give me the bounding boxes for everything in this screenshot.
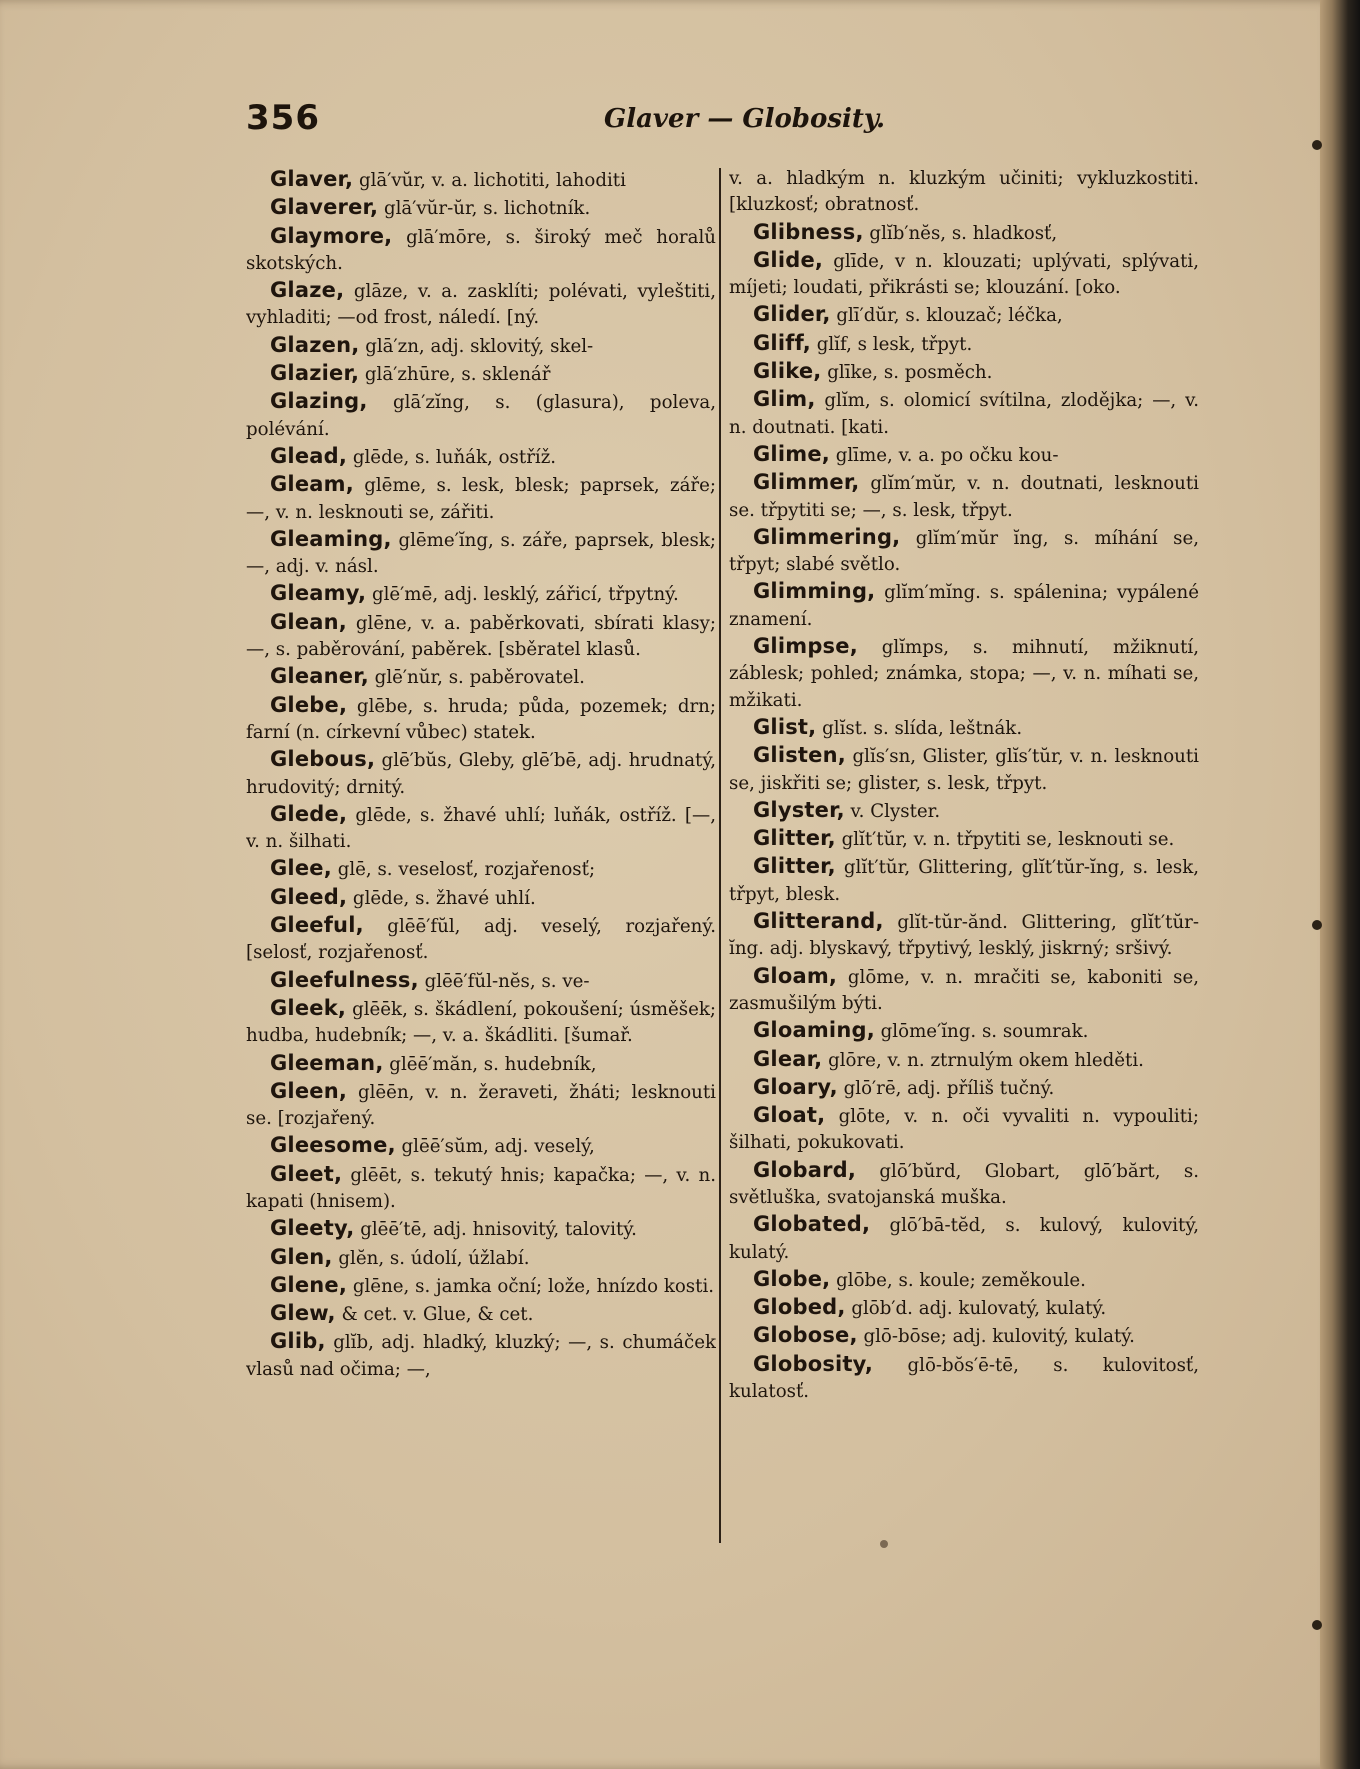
binding-mark [1312, 920, 1322, 930]
dictionary-entry [246, 388, 716, 443]
entry-definition: glēde, s. žhavé uhlí; luňák, ostříž. [—, v. n. šilhati. [246, 804, 716, 853]
entry-headword: Gleen, [270, 1078, 348, 1103]
entry-definition: glā′mōre, s. široký meč horalů skotských. [246, 226, 716, 274]
entry-headword: Glider, [753, 302, 831, 327]
running-head: Glaver — Globosity. [604, 104, 886, 134]
entry-headword: Glike, [753, 359, 822, 384]
dictionary-entry [246, 1050, 716, 1078]
entry-headword: Gleek, [270, 995, 347, 1020]
entry-definition: glēē′măn, s. hudebník, [383, 1053, 597, 1075]
entry-definition: v. a. hladkým n. kluzkým učiniti; vykluzkostiti. [kluzkosť; obratnosť. [729, 168, 1199, 216]
entry-headword: Gleed, [270, 884, 348, 909]
entry-definition: glēē′sŭm, adj. veselý, [395, 1136, 595, 1158]
entry-definition: glī′dŭr, s. klouzač; léčka, [830, 305, 1063, 327]
dictionary-entry [729, 1157, 1199, 1212]
dictionary-entry [729, 853, 1199, 908]
entry-definition: glēde, s. žhavé uhlí. [347, 887, 536, 909]
entry-headword: Glisten, [753, 743, 846, 768]
dictionary-entry [246, 223, 716, 278]
entry-definition: glō-bŏs′ē-tē, s. kulovitosť, kulatosť. [729, 1354, 1199, 1403]
dictionary-entry [246, 855, 716, 883]
page-number: 356 [246, 98, 320, 138]
entry-definition: glē′nŭr, s. paběrovatel. [368, 667, 585, 689]
entry-definition: glēme, s. lesk, blesk; paprsek, záře; —, v. n. lesknouti se, zářiti. [246, 475, 716, 523]
entry-definition: glĭm′mŭr ĭng, s. míhání se, třpyt; slabé světlo. [729, 527, 1199, 576]
entry-headword: Globosity, [753, 1351, 874, 1376]
dictionary-entry [729, 301, 1199, 329]
entry-definition: glīke, s. posměch. [821, 362, 993, 384]
entry-definition: glēē′tē, adj. hnisovitý, talovitý. [354, 1219, 637, 1241]
dictionary-entry [246, 1328, 716, 1383]
entry-headword: Gleamy, [270, 581, 367, 606]
entry-headword: Gleam, [270, 472, 354, 497]
dictionary-entry [246, 1215, 716, 1243]
dictionary-entry [729, 797, 1199, 825]
entry-headword: Glene, [270, 1272, 348, 1297]
entry-headword: Glead, [270, 443, 348, 468]
entry-headword: Glitter, [753, 854, 836, 879]
entry-definition: glēēt, s. tekutý hnis; kapačka; —, v. n. kapati (hnisem). [246, 1164, 716, 1212]
dictionary-entry [246, 609, 716, 664]
entry-definition: glēē′fŭl-nĕs, s. ve- [418, 970, 590, 992]
dictionary-entry [246, 1244, 716, 1272]
dictionary-entry [246, 277, 716, 332]
entry-definition: glē, s. veselosť, rozjařenosť; [331, 859, 596, 881]
entry-definition: glĭt′tŭr, v. n. třpytiti se, lesknouti se. [835, 829, 1175, 851]
entry-definition: glĭs′sn, Glister, glĭs′tŭr, v. n. lesknouti se, jiskřiti se; glister, s. lesk, třpyt. [729, 746, 1199, 794]
entry-definition: glāze, v. a. zasklíti; polévati, vyleštiti, vyhladiti; —od frost, náledí. [ný. [246, 281, 716, 329]
entry-definition: glĭm′mĭng. s. spálenina; vypálené znamení. [729, 582, 1199, 630]
entry-definition: glā′vŭr, v. a. lichotiti, lahoditi [353, 170, 626, 191]
entry-definition: glōme, v. n. mračiti se, kaboniti se, zasmušilým býti. [729, 966, 1199, 1014]
dictionary-entry [729, 1294, 1199, 1322]
column-divider [719, 168, 721, 1543]
dictionary-entry [246, 194, 716, 222]
dictionary-entry [729, 633, 1199, 714]
entry-definition: glĭb′nĕs, s. hladkosť, [863, 222, 1058, 244]
entry-definition: glĭmps, s. mihnutí, mžiknutí, záblesk; pohled; známka, stopa; —, v. n. míhati se, mžikati. [729, 637, 1199, 711]
entry-definition: glĭb, adj. hladký, kluzký; —, s. chumáček vlasů nad očima; —, [246, 1332, 716, 1380]
dictionary-entry [246, 1132, 716, 1160]
entry-headword: Glimming, [753, 579, 876, 604]
entry-definition: glōre, v. n. ztrnulým okem hleděti. [822, 1049, 1144, 1071]
entry-definition: glā′zn, adj. sklovitý, skel- [359, 335, 594, 357]
entry-headword: Glist, [753, 714, 817, 739]
dictionary-entry [246, 443, 716, 471]
entry-definition: v. Clyster. [844, 800, 941, 822]
entry-headword: Globose, [753, 1323, 858, 1348]
entry-definition: glīme, v. a. po očku kou- [829, 444, 1059, 466]
dictionary-entry [246, 471, 716, 526]
entry-definition: glĭt-tŭr-ănd. Glittering, glĭt′tŭr-ĭng. adj. blyskavý, třpytivý, lesklý, jiskrný; sršivý. [729, 912, 1199, 960]
dictionary-entry [729, 1017, 1199, 1045]
entry-headword: Glean, [270, 609, 347, 634]
entry-headword: Glaver, [270, 167, 354, 191]
entry-definition: glēēk, s. škádlení, pokoušení; úsměšek; hudba, hudebník; —, v. a. škádliti. [šumař. [246, 998, 716, 1047]
dictionary-entry [246, 995, 716, 1050]
entry-headword: Glaymore, [270, 223, 393, 248]
entry-definition: glĭst. s. slída, leštnák. [816, 717, 1023, 739]
entry-headword: Glee, [270, 856, 332, 881]
entry-definition: glēbe, s. hruda; půda, pozemek; drn; farní (n. církevní vůbec) statek. [246, 695, 716, 743]
dictionary-entry [729, 441, 1199, 469]
entry-headword: Globe, [753, 1266, 831, 1291]
dictionary-entry [246, 1300, 716, 1328]
entry-headword: Gloaming, [753, 1018, 875, 1043]
binding-mark [1312, 140, 1322, 150]
dictionary-entry [729, 963, 1199, 1018]
dictionary-entry [246, 360, 716, 388]
dictionary-entry [729, 469, 1199, 524]
entry-headword: Globed, [753, 1295, 846, 1320]
entry-definition: glē′mē, adj. lesklý, zářicí, třpytný. [366, 584, 679, 606]
entry-headword: Glazier, [270, 361, 360, 386]
dictionary-entry [246, 663, 716, 691]
entry-definition: glō′rē, adj. příliš tučný. [837, 1077, 1055, 1099]
dictionary-entry [729, 908, 1199, 963]
entry-headword: Glyster, [753, 797, 845, 822]
entry-headword: Glimmering, [753, 524, 901, 549]
entry-definition: glĭm, s. olomicí svítilna, zlodějka; —, v. n. doutnati. [kati. [729, 390, 1199, 438]
entry-definition: glĭt′tŭr, Glittering, glĭt′tŭr-ĭng, s. lesk, třpyt, blesk. [729, 857, 1199, 905]
entry-headword: Glear, [753, 1046, 823, 1071]
entry-headword: Gloam, [753, 963, 838, 988]
entry-definition: glēme′ĭng, s. záře, paprsek, blesk; —, adj. v. násl. [246, 529, 716, 578]
dictionary-entry [729, 1322, 1199, 1350]
entry-definition: glōme′ĭng. s. soumrak. [874, 1021, 1089, 1043]
entry-headword: Glimmer, [753, 470, 860, 495]
dictionary-entry [246, 692, 716, 747]
entry-headword: Gloat, [753, 1103, 826, 1128]
entry-headword: Gleefulness, [270, 967, 419, 992]
entry-headword: Gloary, [753, 1074, 838, 1099]
entry-headword: Glimpse, [753, 634, 858, 659]
entry-definition: glā′zhūre, s. sklenář [359, 364, 551, 386]
entry-definition: glōbe, s. koule; zeměkoule. [830, 1269, 1086, 1291]
entry-headword: Glibness, [753, 219, 864, 244]
entry-definition: glā′vŭr-ŭr, s. lichotník. [378, 198, 591, 220]
dictionary-entry [729, 166, 1199, 219]
entry-headword: Gleesome, [270, 1133, 396, 1158]
entry-definition: glĕn, s. údolí, úžlabí. [332, 1247, 530, 1269]
entry-headword: Glide, [753, 247, 824, 272]
dictionary-entry [246, 967, 716, 995]
dictionary-entry [729, 1046, 1199, 1074]
entry-headword: Glime, [753, 441, 830, 466]
entry-definition: glĭm′mŭr, v. n. doutnati, lesknouti se. třpytiti se; —, s. lesk, třpyt. [729, 473, 1199, 521]
entry-headword: Glebe, [270, 692, 348, 717]
entry-definition: glōte, v. n. oči vyvaliti n. vypouliti; šilhati, pokukovati. [729, 1106, 1199, 1154]
dictionary-entry [729, 578, 1199, 633]
dictionary-entry [246, 746, 716, 801]
entry-headword: Glitter, [753, 826, 836, 851]
entry-headword: Globard, [753, 1157, 857, 1182]
dictionary-entry [246, 1272, 716, 1300]
entry-headword: Globated, [753, 1212, 871, 1237]
entry-headword: Glazen, [270, 332, 360, 357]
entry-definition: & cet. v. Glue, & cet. [335, 1304, 534, 1326]
entry-headword: Glaze, [270, 278, 345, 303]
dictionary-entry [246, 912, 716, 967]
entry-headword: Gleeful, [270, 913, 364, 938]
dictionary-entry [729, 219, 1199, 247]
dictionary-entry [729, 1351, 1199, 1406]
dictionary-entry [246, 580, 716, 608]
page-header [246, 98, 1196, 142]
entry-definition: glĭf, s lesk, třpyt. [810, 333, 973, 355]
entry-headword: Gleaner, [270, 664, 369, 689]
dictionary-entry [729, 524, 1199, 579]
dictionary-entry [246, 1161, 716, 1216]
entry-headword: Gleety, [270, 1216, 355, 1241]
left-column [246, 166, 716, 1566]
entry-headword: Glew, [270, 1301, 336, 1326]
dictionary-entry [246, 332, 716, 360]
entry-headword: Glazing, [270, 389, 368, 414]
dictionary-entry [729, 358, 1199, 386]
entry-headword: Glebous, [270, 747, 376, 772]
dictionary-entry [729, 386, 1199, 441]
ink-speck [880, 1540, 888, 1548]
entry-headword: Glib, [270, 1329, 326, 1354]
entry-definition: glēēn, v. n. žeraveti, žháti; lesknouti se. [rozjařený. [246, 1081, 716, 1130]
dictionary-entry [729, 247, 1199, 302]
entry-definition: glēne, v. a. paběrkovati, sbírati klasy; —, s. paběrování, paběrek. [sběratel klasů. [246, 612, 716, 661]
entry-definition: glō′bā-tĕd, s. kulový, kulovitý, kulatý. [729, 1215, 1199, 1263]
dictionary-entry [729, 1211, 1199, 1266]
entry-headword: Gliff, [753, 330, 811, 355]
entry-definition: glē′bŭs, Gleby, glē′bē, adj. hrudnatý, hrudovitý; drnitý. [246, 750, 716, 798]
entry-headword: Glaverer, [270, 195, 379, 220]
dictionary-entry [729, 742, 1199, 797]
dictionary-entry [246, 1078, 716, 1133]
dictionary-entry [729, 330, 1199, 358]
entry-headword: Gleet, [270, 1161, 343, 1186]
dictionary-entry [246, 526, 716, 581]
entry-definition: glā′zĭng, s. (glasura), poleva, polévání. [246, 392, 716, 440]
dictionary-entry [246, 801, 716, 856]
dictionary-entry [729, 1102, 1199, 1157]
entry-definition: glōb′d. adj. kulovatý, kulatý. [845, 1298, 1107, 1320]
entry-definition: glēde, s. luňák, ostříž. [347, 446, 557, 468]
dictionary-entry [729, 1266, 1199, 1294]
entry-headword: Glede, [270, 801, 348, 826]
entry-definition: glīde, v n. klouzati; uplývati, splývati, míjeti; loudati, přikrásti se; klouzání. [oko. [729, 250, 1199, 299]
dictionary-entry [729, 825, 1199, 853]
entry-definition: glēē′fŭl, adj. veselý, rozjařený. [selosť, rozjařenosť. [246, 916, 716, 964]
binding-mark [1312, 1620, 1322, 1630]
right-column [729, 166, 1199, 1566]
entry-definition: glō-bōse; adj. kulovitý, kulatý. [857, 1326, 1135, 1348]
dictionary-entry [729, 1074, 1199, 1102]
dictionary-entry [729, 714, 1199, 742]
entry-headword: Gleaming, [270, 526, 392, 551]
entry-headword: Gleeman, [270, 1050, 384, 1075]
entry-definition: glēne, s. jamka oční; lože, hnízdo kosti. [347, 1275, 715, 1297]
dictionary-entry [246, 166, 716, 194]
entry-headword: Glim, [753, 387, 816, 412]
entry-headword: Glen, [270, 1244, 333, 1269]
entry-headword: Glitterand, [753, 909, 884, 934]
book-binding [1320, 0, 1360, 1769]
entry-definition: glō′bŭrd, Globart, glō′bărt, s. světluška, svatojanská muška. [729, 1160, 1199, 1208]
dictionary-entry [246, 884, 716, 912]
